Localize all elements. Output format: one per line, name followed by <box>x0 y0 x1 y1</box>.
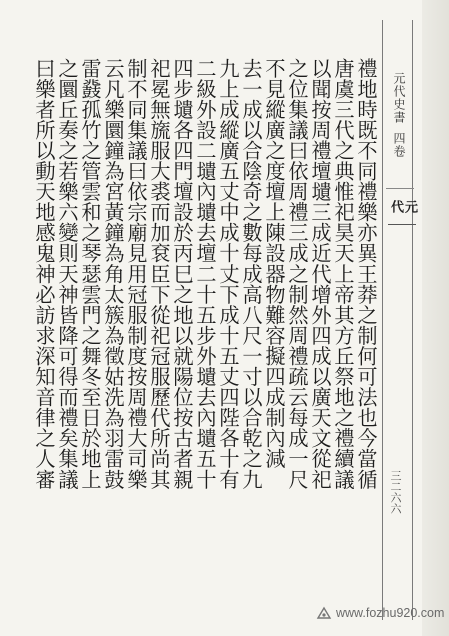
header-frame-line-right <box>412 20 413 620</box>
text-column-8: 二級外設二壝內壝去壇二十五步外壝去內壝五十 <box>193 58 217 490</box>
text-column-3: 以聞按周禮壇壝三成近代增外四成以廣天文從祀 <box>308 58 332 490</box>
text-column-11: 制不同集議曰依宗廟見用冠服制度按周禮大司樂 <box>124 58 148 490</box>
site-watermark[interactable] <box>316 606 444 620</box>
running-title-text: 元代史書 <box>392 72 406 124</box>
text-column-13: 雷鼗孤竹之管雲和之琴瑟雲門之舞冬至日於地上 <box>78 58 102 490</box>
watermark-text: www.fozhu920.com <box>336 606 445 620</box>
text-column-5: 不見縱廣之度壇上陳設器物難容擬四成制內減 <box>262 58 286 469</box>
text-column-12: 云凡樂圜鐘為宮黃鐘為角太簇為徵姑洗為羽雷鼓 <box>101 58 125 490</box>
running-title <box>391 72 407 158</box>
volume-label: 四卷 <box>392 132 406 158</box>
text-column-2: 唐虞三代之典惟祀昊天上帝其方丘祭地之禮續議 <box>331 58 355 490</box>
text-column-14: 之圜丘奏之若樂六變則天神皆降可得而禮矣集議 <box>55 58 79 490</box>
header-divider <box>386 188 414 189</box>
text-column-7: 九上成縱廣五丈中成十丈下成十五丈四陛各十有 <box>216 58 240 490</box>
text-column-4: 之位集議曰依周禮三成之制然周禮疏云每成一尺 <box>285 58 309 490</box>
page-spine <box>422 0 449 636</box>
text-column-1: 禮地時既不同禮樂亦異王莽之制何可法也今當循 <box>354 58 378 490</box>
text-column-6: 去一成以合陰奇之數每成高八尺一寸以合乾之九 <box>239 58 263 490</box>
text-column-9: 四步壝各四門壇設於丙巳之地以就陽位按古者親 <box>170 58 194 490</box>
text-column-10: 祀冕無旒服大裘而加袞臣下從祀冠服歷代所尚其 <box>147 58 171 490</box>
page-number: 三二六六 <box>389 470 402 514</box>
library-stamp: 元代 <box>388 200 416 225</box>
text-column-15: 曰樂者所以動天地感鬼神必訪求深知音律之人審 <box>32 58 56 490</box>
watermark-logo-icon <box>316 606 332 620</box>
header-frame-line-left <box>382 20 383 620</box>
